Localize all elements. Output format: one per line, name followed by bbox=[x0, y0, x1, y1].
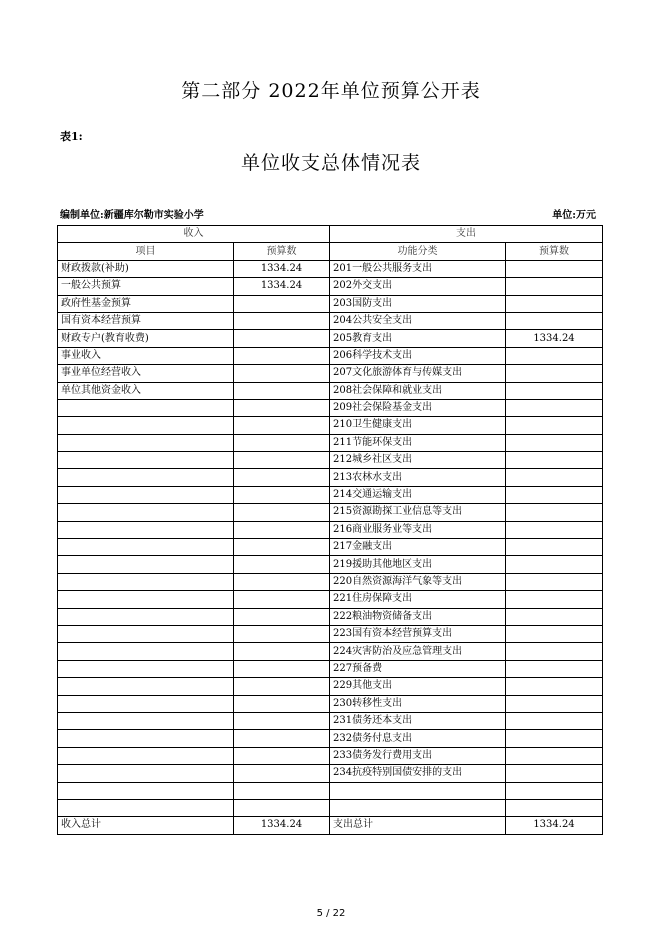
expense-amount-cell bbox=[506, 417, 603, 434]
expense-amount-cell bbox=[506, 486, 603, 503]
income-item-cell bbox=[58, 434, 234, 451]
table-row bbox=[58, 521, 603, 538]
table-row bbox=[58, 539, 603, 556]
income-amount-cell bbox=[234, 295, 330, 312]
expense-amount-cell bbox=[506, 539, 603, 556]
income-amount-cell bbox=[234, 591, 330, 608]
expense-item-cell: 227预备费 bbox=[330, 660, 506, 677]
expense-amount-cell bbox=[506, 660, 603, 677]
table-row bbox=[58, 434, 603, 451]
income-item-cell bbox=[58, 573, 234, 590]
table-number: 表1: bbox=[60, 130, 83, 143]
expense-item-cell bbox=[330, 799, 506, 816]
income-amount-cell bbox=[234, 452, 330, 469]
expense-item-cell: 221住房保障支出 bbox=[330, 591, 506, 608]
income-item-cell bbox=[58, 556, 234, 573]
income-amount-cell bbox=[234, 556, 330, 573]
income-item-cell: 国有资本经营预算 bbox=[58, 312, 234, 329]
expense-amount-cell bbox=[506, 521, 603, 538]
expense-item-cell: 229其他支出 bbox=[330, 678, 506, 695]
expense-item-cell: 223国有资本经营预算支出 bbox=[330, 625, 506, 642]
table-row bbox=[58, 591, 603, 608]
expense-item-cell: 214交通运输支出 bbox=[330, 486, 506, 503]
expense-item-cell: 216商业服务业等支出 bbox=[330, 521, 506, 538]
income-item-cell bbox=[58, 765, 234, 782]
income-section-header: 收入 bbox=[58, 226, 330, 243]
income-amount-cell bbox=[234, 504, 330, 521]
expense-amount-cell bbox=[506, 747, 603, 764]
income-item-cell: 财政专户(教育收费) bbox=[58, 330, 234, 347]
income-amount-cell bbox=[234, 747, 330, 764]
income-item-cell bbox=[58, 521, 234, 538]
income-item-cell: 政府性基金预算 bbox=[58, 295, 234, 312]
expense-amount-cell bbox=[506, 365, 603, 382]
expense-amount-cell bbox=[506, 643, 603, 660]
income-item-cell: 一般公共预算 bbox=[58, 278, 234, 295]
expense-amount-cell: 1334.24 bbox=[506, 330, 603, 347]
income-amount-cell bbox=[234, 521, 330, 538]
table-row bbox=[58, 765, 603, 782]
item-column-header: 项目 bbox=[58, 243, 234, 260]
income-amount-cell bbox=[234, 469, 330, 486]
expense-amount-cell bbox=[506, 799, 603, 816]
income-item-cell bbox=[58, 539, 234, 556]
expense-item-cell: 232债务付息支出 bbox=[330, 730, 506, 747]
income-amount-cell bbox=[234, 486, 330, 503]
income-amount-cell: 1334.24 bbox=[234, 278, 330, 295]
income-amount-cell bbox=[234, 434, 330, 451]
income-item-cell: 单位其他资金收入 bbox=[58, 382, 234, 399]
table-row bbox=[58, 695, 603, 712]
table-row bbox=[58, 730, 603, 747]
expense-amount-cell bbox=[506, 573, 603, 590]
income-item-cell bbox=[58, 486, 234, 503]
table-row bbox=[58, 608, 603, 625]
table-row bbox=[58, 625, 603, 642]
table-row bbox=[58, 573, 603, 590]
table-row bbox=[58, 260, 603, 277]
expense-item-cell: 211节能环保支出 bbox=[330, 434, 506, 451]
expense-amount-cell bbox=[506, 469, 603, 486]
income-amount-cell bbox=[234, 712, 330, 729]
table-row bbox=[58, 452, 603, 469]
income-item-cell: 事业单位经营收入 bbox=[58, 365, 234, 382]
expense-item-cell: 203国防支出 bbox=[330, 295, 506, 312]
income-amount-cell bbox=[234, 573, 330, 590]
expense-amount-cell bbox=[506, 782, 603, 799]
income-item-cell bbox=[58, 799, 234, 816]
income-amount-cell bbox=[234, 660, 330, 677]
table-row bbox=[58, 782, 603, 799]
table-row bbox=[58, 365, 603, 382]
income-item-cell bbox=[58, 608, 234, 625]
table-row bbox=[58, 660, 603, 677]
table-row bbox=[58, 678, 603, 695]
income-item-cell bbox=[58, 625, 234, 642]
expense-item-cell: 215资源勘探工业信息等支出 bbox=[330, 504, 506, 521]
table-row bbox=[58, 486, 603, 503]
income-total-amount: 1334.24 bbox=[234, 817, 330, 834]
income-total-label: 收入总计 bbox=[58, 817, 234, 834]
income-item-cell bbox=[58, 730, 234, 747]
table-row bbox=[58, 347, 603, 364]
table-row bbox=[58, 330, 603, 347]
income-item-cell bbox=[58, 591, 234, 608]
compiling-unit: 编制单位:新疆库尔勒市实验小学 bbox=[60, 210, 204, 221]
expense-total-amount: 1334.24 bbox=[506, 817, 603, 834]
expense-item-cell: 206科学技术支出 bbox=[330, 347, 506, 364]
income-item-cell bbox=[58, 782, 234, 799]
expense-amount-cell bbox=[506, 591, 603, 608]
page-number: 5 / 22 bbox=[316, 908, 346, 919]
expense-amount-cell bbox=[506, 712, 603, 729]
table-title: 单位收支总体情况表 bbox=[240, 152, 421, 174]
expense-item-cell: 217金融支出 bbox=[330, 539, 506, 556]
income-amount-cell bbox=[234, 643, 330, 660]
expense-item-cell: 201一般公共服务支出 bbox=[330, 260, 506, 277]
expense-item-cell: 234抗疫特别国债安排的支出 bbox=[330, 765, 506, 782]
table-row bbox=[58, 712, 603, 729]
income-amount-cell bbox=[234, 782, 330, 799]
table-row bbox=[58, 295, 603, 312]
expense-amount-cell bbox=[506, 260, 603, 277]
expense-item-cell: 205教育支出 bbox=[330, 330, 506, 347]
income-item-cell: 财政拨款(补助) bbox=[58, 260, 234, 277]
income-amount-cell bbox=[234, 765, 330, 782]
header-row-columns bbox=[58, 243, 603, 260]
expense-item-cell: 210卫生健康支出 bbox=[330, 417, 506, 434]
expense-item-cell: 213农林水支出 bbox=[330, 469, 506, 486]
income-amount-cell bbox=[234, 695, 330, 712]
income-amount-cell bbox=[234, 330, 330, 347]
function-class-column-header: 功能分类 bbox=[330, 243, 506, 260]
table-row bbox=[58, 417, 603, 434]
income-amount-cell bbox=[234, 417, 330, 434]
expense-amount-cell bbox=[506, 695, 603, 712]
income-amount-cell bbox=[234, 678, 330, 695]
table-row bbox=[58, 382, 603, 399]
income-amount-cell bbox=[234, 312, 330, 329]
income-item-cell bbox=[58, 678, 234, 695]
income-item-cell bbox=[58, 747, 234, 764]
table-row bbox=[58, 312, 603, 329]
expense-budget-column-header: 预算数 bbox=[506, 243, 603, 260]
totals-row bbox=[58, 817, 603, 834]
expense-item-cell: 208社会保障和就业支出 bbox=[330, 382, 506, 399]
expense-item-cell: 220自然资源海洋气象等支出 bbox=[330, 573, 506, 590]
expense-amount-cell bbox=[506, 504, 603, 521]
expense-amount-cell bbox=[506, 452, 603, 469]
expense-item-cell bbox=[330, 782, 506, 799]
expense-section-header: 支出 bbox=[330, 226, 603, 243]
expense-total-label: 支出总计 bbox=[330, 817, 506, 834]
income-item-cell bbox=[58, 695, 234, 712]
table-row bbox=[58, 278, 603, 295]
table-row bbox=[58, 469, 603, 486]
income-item-cell bbox=[58, 712, 234, 729]
expense-item-cell: 233债务发行费用支出 bbox=[330, 747, 506, 764]
expense-amount-cell bbox=[506, 382, 603, 399]
income-amount-cell bbox=[234, 730, 330, 747]
income-item-cell bbox=[58, 504, 234, 521]
income-amount-cell bbox=[234, 399, 330, 416]
table-row bbox=[58, 504, 603, 521]
income-amount-cell bbox=[234, 539, 330, 556]
expense-item-cell: 230转移性支出 bbox=[330, 695, 506, 712]
budget-table bbox=[57, 225, 603, 835]
table-row bbox=[58, 799, 603, 816]
expense-amount-cell bbox=[506, 730, 603, 747]
expense-amount-cell bbox=[506, 347, 603, 364]
expense-amount-cell bbox=[506, 399, 603, 416]
part-title: 第二部分 2022年单位预算公开表 bbox=[181, 80, 481, 102]
expense-amount-cell bbox=[506, 312, 603, 329]
expense-amount-cell bbox=[506, 295, 603, 312]
income-amount-cell bbox=[234, 799, 330, 816]
expense-amount-cell bbox=[506, 556, 603, 573]
currency-unit: 单位:万元 bbox=[552, 210, 596, 221]
expense-amount-cell bbox=[506, 625, 603, 642]
table-row bbox=[58, 399, 603, 416]
income-item-cell: 事业收入 bbox=[58, 347, 234, 364]
expense-amount-cell bbox=[506, 434, 603, 451]
expense-item-cell: 231债务还本支出 bbox=[330, 712, 506, 729]
income-item-cell bbox=[58, 660, 234, 677]
expense-item-cell: 219援助其他地区支出 bbox=[330, 556, 506, 573]
expense-amount-cell bbox=[506, 765, 603, 782]
income-amount-cell: 1334.24 bbox=[234, 260, 330, 277]
income-amount-cell bbox=[234, 382, 330, 399]
table-row bbox=[58, 643, 603, 660]
expense-amount-cell bbox=[506, 678, 603, 695]
expense-item-cell: 202外交支出 bbox=[330, 278, 506, 295]
table-row bbox=[58, 556, 603, 573]
expense-item-cell: 222粮油物资储备支出 bbox=[330, 608, 506, 625]
expense-amount-cell bbox=[506, 608, 603, 625]
expense-amount-cell bbox=[506, 278, 603, 295]
income-item-cell bbox=[58, 452, 234, 469]
income-budget-column-header: 预算数 bbox=[234, 243, 330, 260]
table-row bbox=[58, 747, 603, 764]
expense-item-cell: 207文化旅游体育与传媒支出 bbox=[330, 365, 506, 382]
income-amount-cell bbox=[234, 625, 330, 642]
income-amount-cell bbox=[234, 347, 330, 364]
income-amount-cell bbox=[234, 608, 330, 625]
expense-item-cell: 204公共安全支出 bbox=[330, 312, 506, 329]
income-item-cell bbox=[58, 469, 234, 486]
income-item-cell bbox=[58, 417, 234, 434]
income-item-cell bbox=[58, 643, 234, 660]
expense-item-cell: 224灾害防治及应急管理支出 bbox=[330, 643, 506, 660]
income-amount-cell bbox=[234, 365, 330, 382]
income-item-cell bbox=[58, 399, 234, 416]
header-row-sections bbox=[58, 226, 603, 243]
expense-item-cell: 212城乡社区支出 bbox=[330, 452, 506, 469]
expense-item-cell: 209社会保险基金支出 bbox=[330, 399, 506, 416]
